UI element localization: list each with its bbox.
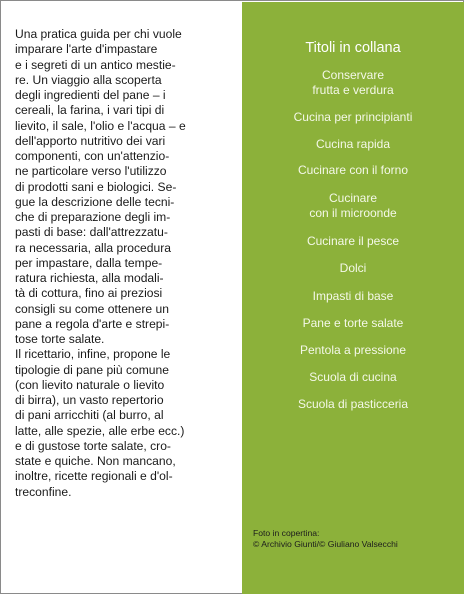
text-line: Una pratica guida per chi vuole: [15, 27, 182, 41]
text-line: pane a regola d'arte e strepi-: [15, 316, 170, 331]
text-line: di prodotti sani e biologici. Se-: [15, 179, 177, 194]
series-title-line: frutta e verdura: [312, 83, 394, 97]
text-line: ne particolare verso l'utilizzo: [15, 164, 167, 179]
text-line: re. Un viaggio alla scoperta: [15, 72, 162, 87]
book-description: [15, 27, 217, 500]
text-line: tose torte salate.: [15, 332, 105, 346]
text-line: inoltre, ricette regionali e d'ol-: [15, 469, 173, 484]
description-paragraph-2: [15, 347, 217, 500]
series-title-line: Cucinare con il forno: [297, 163, 409, 177]
text-line: ratura richiesta, alla modali-: [15, 271, 164, 285]
series-title-line: Cucina per principianti: [293, 110, 413, 124]
series-title-item: [242, 316, 464, 331]
text-line: latte, alle spezie, alle erbe ecc.): [15, 423, 185, 438]
text-line: gue la descrizione delle tecni-: [15, 194, 175, 209]
text-line: che di preparazione degli im-: [15, 210, 171, 224]
description-paragraph-1: [15, 27, 217, 347]
series-title-item: [242, 370, 464, 385]
series-title-line: con il microonde: [309, 206, 397, 220]
series-title-item: [242, 163, 464, 178]
text-line: pasti di base: dall'attrezzatu-: [15, 225, 168, 240]
text-line: imparare l'arte d'impastare: [15, 42, 158, 57]
text-line: state e quiche. Non mancano,: [15, 454, 176, 468]
series-title-line: Dolci: [339, 261, 367, 275]
text-line: componenti, con un'attenzio-: [15, 149, 170, 163]
series-panel-title: Titoli in collana: [305, 40, 401, 56]
series-title-item: [242, 137, 464, 152]
text-line: lievito, il sale, l'olio e l'acqua – e: [15, 118, 186, 133]
series-title-line: Pentola a pressione: [299, 343, 407, 357]
series-title-line: Impasti di base: [312, 289, 394, 303]
series-title-line: Scuola di pasticceria: [297, 397, 409, 411]
text-line: tipologie di pane più comune: [15, 362, 169, 377]
series-title-line: Scuola di cucina: [309, 370, 397, 384]
series-title-item: [242, 261, 464, 276]
series-titles-panel: [242, 2, 464, 594]
text-line: Il ricettario, infine, propone le: [15, 347, 171, 362]
credits-line: © Archivio Giunti/© Giuliano Valsecchi: [253, 539, 398, 549]
text-line: di birra), un vasto repertorio: [15, 393, 164, 407]
text-line: e di gustose torte salate, cro-: [15, 438, 171, 453]
text-line: ra necessaria, alla procedura: [15, 240, 171, 255]
text-line: consigli su come ottenere un: [15, 301, 169, 316]
series-title-item: [242, 191, 464, 221]
text-line: degli ingredienti del pane – i: [15, 88, 166, 102]
text-line: tà di cottura, fino ai preziosi: [15, 286, 163, 301]
cover-photo-credits: [253, 528, 398, 550]
series-title-line: Pane e torte salate: [302, 316, 404, 330]
series-title-item: [242, 110, 464, 125]
text-line: dell'apporto nutritivo dei vari: [15, 133, 166, 148]
series-title-item: [242, 397, 464, 412]
series-title-item: [242, 68, 464, 98]
text-line: e i segreti di un antico mestie-: [15, 57, 176, 72]
text-line: cereali, la farina, i vari tipi di: [15, 103, 165, 118]
series-title-item: [242, 234, 464, 249]
credits-line: Foto in copertina:: [253, 528, 320, 538]
series-title-line: Cucina rapida: [315, 137, 391, 151]
series-title-line: Conservare: [321, 68, 385, 82]
text-line: di pani arricchiti (al burro, al: [15, 408, 164, 423]
text-line: (con lievito naturale o lievito: [15, 377, 165, 392]
series-title-line: Cucinare: [328, 191, 378, 205]
series-title-line: Cucinare il pesce: [306, 234, 400, 248]
series-title-item: [242, 343, 464, 358]
series-title-item: [242, 289, 464, 304]
text-line: per impastare, dalla tempe-: [15, 255, 163, 270]
text-line: treconfine.: [15, 484, 72, 499]
